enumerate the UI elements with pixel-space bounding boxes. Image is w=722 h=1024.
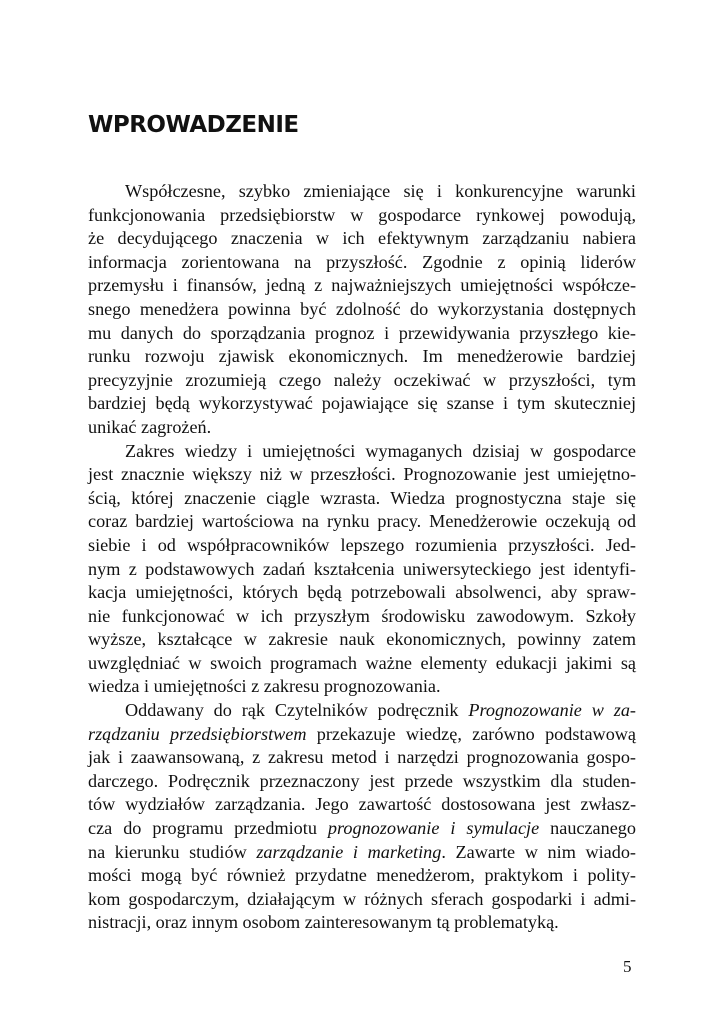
- page-number: 5: [623, 957, 632, 976]
- text-line: [88, 251, 636, 275]
- text-segment: nistracji, oraz innym osobom zainteresowanym tą problematyką.: [88, 912, 559, 933]
- text-line: [88, 817, 636, 841]
- text-line: [88, 274, 636, 298]
- text-segment: nie funkcjonować w ich przyszłym środowisku zawodowym. Szkoły: [88, 605, 636, 626]
- text-line: [88, 841, 636, 865]
- text-line: [88, 652, 636, 676]
- text-line: [88, 392, 636, 416]
- text-segment: jest znacznie większy niż w przeszłości. Prognozowanie jest umiejętno-: [88, 464, 636, 485]
- text-line: [88, 534, 636, 558]
- text-line: [88, 699, 636, 723]
- text-segment: nym z podstawowych zadań kształcenia uniwersyteckiego jest identyfi-: [88, 558, 636, 579]
- text-segment: Oddawany do rąk Czytelników podręcznik: [125, 700, 469, 721]
- text-line: [88, 487, 636, 511]
- text-segment: siebie i od współpracowników lepszego rozumienia przyszłości. Jed-: [88, 534, 636, 555]
- text-line: [88, 440, 636, 464]
- text-line: [88, 180, 636, 204]
- text-segment: unikać zagrożeń.: [88, 416, 212, 437]
- text-segment: bardziej będą wykorzystywać pojawiające się szanse i tym skuteczniej: [88, 393, 636, 414]
- text-segment: snego menedżera powinna być zdolność do wykorzystania dostępnych: [88, 298, 636, 319]
- text-segment: mu danych do sporządzania prognoz i przewidywania przyszłego kie-: [88, 322, 636, 343]
- text-segment: uwzględniać w swoich programach ważne elementy edukacji jakimi są: [88, 652, 636, 673]
- text-segment: coraz bardziej wartościowa na rynku pracy. Menedżerowie oczekują od: [88, 511, 636, 532]
- chapter-heading: WPROWADZENIE: [88, 112, 299, 138]
- text-line: [88, 628, 636, 652]
- text-segment: ścią, której znaczenie ciągle wzrasta. Wiedza prognostyczna staje się: [88, 487, 636, 508]
- italic-text: prognozowanie i symulacje: [327, 818, 540, 839]
- text-segment: wyższe, kształcące w zakresie nauk ekonomicznych, powinny zatem: [88, 629, 636, 650]
- text-line: [88, 864, 636, 888]
- text-segment: Zakres wiedzy i umiejętności wymaganych dzisiaj w gospodarce: [125, 440, 636, 461]
- text-line: [88, 558, 636, 582]
- paragraph: [88, 180, 636, 440]
- text-segment: kacja umiejętności, których będą potrzebowali absolwenci, aby spraw-: [88, 582, 636, 603]
- text-segment: wiedza i umiejętności z zakresu prognozowania.: [88, 676, 441, 697]
- text-line: [88, 723, 636, 747]
- text-segment: funkcjonowania przedsiębiorstw w gospodarce rynkowej powodują,: [88, 204, 636, 225]
- text-line: [88, 581, 636, 605]
- text-line: [88, 510, 636, 534]
- paragraph: [88, 440, 636, 700]
- text-segment: na kierunku studiów: [88, 841, 257, 862]
- text-line: [88, 322, 636, 346]
- text-segment: nauczanego: [539, 818, 636, 839]
- text-line: [88, 911, 636, 935]
- text-segment: tów wydziałów zarządzania. Jego zawartość dostosowana jest zwłasz-: [88, 794, 636, 815]
- text-line: [88, 345, 636, 369]
- text-line: [88, 746, 636, 770]
- text-segment: cza do programu przedmiotu: [88, 818, 328, 839]
- text-line: [88, 675, 636, 699]
- text-line: [88, 793, 636, 817]
- text-line: [88, 770, 636, 794]
- text-segment: Współczesne, szybko zmieniające się i konkurencyjne warunki: [125, 181, 636, 201]
- text-line: [88, 298, 636, 322]
- text-line: [88, 204, 636, 228]
- text-segment: informacja zorientowana na przyszłość. Zgodnie z opinią liderów: [88, 251, 636, 272]
- text-segment: darczego. Podręcznik przeznaczony jest przede wszystkim dla studen-: [88, 770, 636, 791]
- text-segment: że decydującego znaczenia w ich efektywnym zarządzaniu nabiera: [88, 228, 636, 249]
- text-line: [88, 416, 636, 440]
- text-line: [88, 227, 636, 251]
- text-line: [88, 605, 636, 629]
- text-segment: . Zawarte w nim wiado-: [441, 841, 636, 862]
- text-segment: runku rozwoju zjawisk ekonomicznych. Im menedżerowie bardziej: [88, 346, 636, 367]
- text-segment: precyzyjnie zrozumieją czego należy oczekiwać w przyszłości, tym: [88, 369, 636, 390]
- italic-text: rządzaniu przedsiębiorstwem: [88, 723, 307, 744]
- text-segment: przemysłu i finansów, jedną z najważniejszych umiejętności współcze-: [88, 275, 636, 296]
- text-line: [88, 463, 636, 487]
- text-segment: kom gospodarczym, działającym w różnych sferach gospodarki i admi-: [88, 888, 636, 909]
- italic-text: Prognozowanie w za-: [468, 700, 636, 721]
- text-segment: mości mogą być również przydatne menedżerom, praktykom i polity-: [88, 865, 636, 886]
- text-line: [88, 369, 636, 393]
- paragraph: [88, 699, 636, 935]
- italic-text: zarządzanie i marketing: [256, 841, 442, 862]
- text-segment: przekazuje wiedzę, zarówno podstawową: [306, 723, 636, 744]
- body-text: [88, 180, 636, 935]
- text-segment: jak i zaawansowaną, z zakresu metod i narzędzi prognozowania gospo-: [88, 747, 636, 768]
- text-line: [88, 888, 636, 912]
